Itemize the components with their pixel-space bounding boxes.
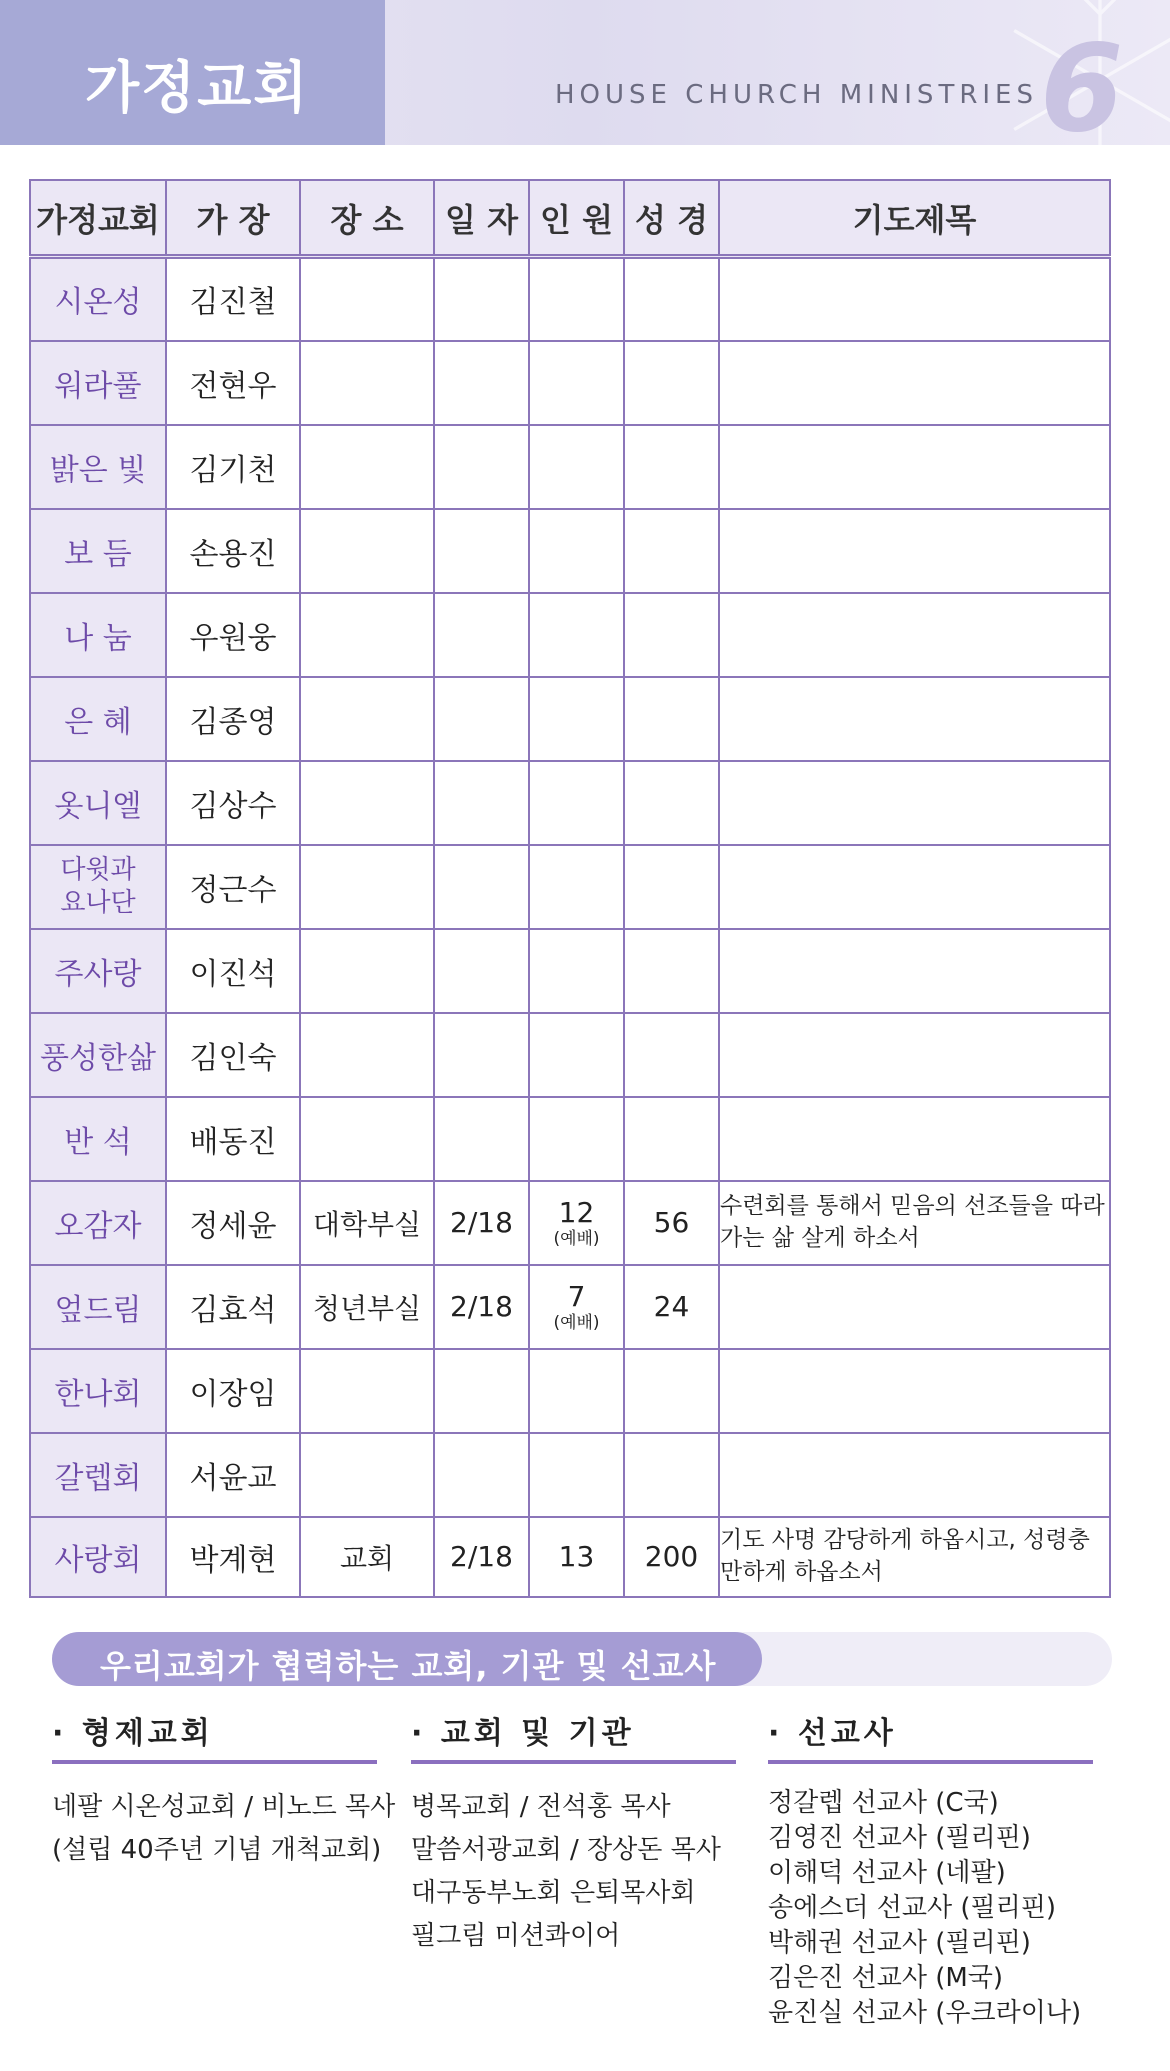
list-item: 말씀서광교회 / 장상돈 목사: [411, 1835, 721, 1865]
page-number: 6: [1040, 20, 1124, 145]
house-church-name-line: 다윗과: [60, 855, 136, 885]
prayer-cell: [719, 1265, 1110, 1349]
prayer-cell: [719, 509, 1110, 593]
leader-cell: 김상수: [166, 761, 300, 845]
header-date: 일 자: [434, 180, 529, 257]
date-cell: 2/18: [434, 1265, 529, 1349]
house-church-name-line: 은 혜: [64, 704, 132, 740]
attendance-count: 12: [558, 1195, 595, 1229]
house-church-name-line: 한나회: [54, 1376, 142, 1412]
list-item: 필그림 미션콰이어: [411, 1921, 621, 1951]
attendance-cell: [529, 929, 624, 1013]
list-item: 정갈렙 선교사 (C국): [768, 1788, 999, 1818]
list-item: 송에스더 선교사 (필리핀): [768, 1893, 1056, 1923]
house-church-name-line: 옷니엘: [54, 788, 142, 824]
prayer-cell: [719, 1097, 1110, 1181]
house-church-name-line: 워라풀: [54, 368, 142, 404]
page-header: [0, 0, 1170, 145]
attendance-cell: [529, 509, 624, 593]
table-row: [30, 845, 1110, 929]
leader-cell: 김효석: [166, 1265, 300, 1349]
attendance-cell: [529, 1349, 624, 1433]
place-cell: [300, 1433, 434, 1517]
place-cell: [300, 509, 434, 593]
date-cell: [434, 257, 529, 341]
prayer-cell: [719, 677, 1110, 761]
leader-cell: 김인숙: [166, 1013, 300, 1097]
table-row: [30, 929, 1110, 1013]
date-cell: 2/18: [434, 1181, 529, 1265]
list-item: 이해덕 선교사 (네팔): [768, 1858, 1006, 1888]
date-cell: [434, 593, 529, 677]
bible-cell: [624, 1097, 719, 1181]
house-church-name-line: 시온성: [54, 285, 142, 321]
house-church-name: [30, 1349, 166, 1433]
bible-cell: [624, 593, 719, 677]
house-church-name: [30, 1097, 166, 1181]
bible-cell: [624, 1433, 719, 1517]
prayer-cell: [719, 929, 1110, 1013]
bible-cell: [624, 509, 719, 593]
date-cell: [434, 677, 529, 761]
place-cell: [300, 845, 434, 929]
bible-cell: 24: [624, 1265, 719, 1349]
prayer-cell: 기도 사명 감당하게 하옵시고, 성령충만하게 하옵소서: [719, 1517, 1110, 1597]
banner-text: 우리교회가 협력하는 교회, 기관 및 선교사: [100, 1647, 717, 1685]
prayer-cell: [719, 593, 1110, 677]
institutions-title: · 교회 및 기관: [411, 1708, 736, 1764]
place-cell: [300, 761, 434, 845]
attendance-note: (예배): [553, 1312, 600, 1333]
bible-cell: [624, 761, 719, 845]
table-row: [30, 1433, 1110, 1517]
house-church-name: [30, 341, 166, 425]
attendance-note: (예배): [553, 1228, 600, 1249]
prayer-cell: [719, 845, 1110, 929]
bible-cell: [624, 1349, 719, 1433]
place-cell: [300, 1097, 434, 1181]
sister-church-section: [52, 1708, 396, 1872]
missionaries-list: [768, 1764, 1093, 2031]
missionaries-section: [768, 1708, 1093, 2031]
sister-church-list: [52, 1764, 396, 1872]
attendance-count: 7: [567, 1279, 586, 1313]
house-church-name: [30, 1181, 166, 1265]
bible-cell: [624, 845, 719, 929]
list-item: 박해권 선교사 (필리핀): [768, 1928, 1031, 1958]
house-church-name-line: 엎드림: [54, 1292, 142, 1328]
date-cell: 2/18: [434, 1517, 529, 1597]
leader-cell: 우원웅: [166, 593, 300, 677]
place-cell: [300, 257, 434, 341]
leader-cell: 이진석: [166, 929, 300, 1013]
leader-cell: 배동진: [166, 1097, 300, 1181]
table-row: [30, 1181, 1110, 1265]
house-church-name: [30, 845, 166, 929]
place-cell: [300, 677, 434, 761]
prayer-cell: [719, 341, 1110, 425]
leader-cell: 전현우: [166, 341, 300, 425]
bible-cell: [624, 677, 719, 761]
header-prayer: 기도제목: [719, 180, 1110, 257]
house-church-name-line: 나 눔: [64, 620, 132, 656]
table-row: [30, 1517, 1110, 1597]
attendance-cell: [529, 845, 624, 929]
house-church-name-line: 갈렙회: [54, 1460, 142, 1496]
attendance-cell: [529, 677, 624, 761]
attendance-cell: [529, 1013, 624, 1097]
place-cell: 대학부실: [300, 1181, 434, 1265]
attendance-cell: [529, 1181, 624, 1265]
date-cell: [434, 1349, 529, 1433]
leader-cell: 김진철: [166, 257, 300, 341]
place-cell: [300, 929, 434, 1013]
house-church-name: [30, 509, 166, 593]
house-church-name-line: 오감자: [54, 1208, 142, 1244]
prayer-cell: [719, 1013, 1110, 1097]
leader-cell: 김종영: [166, 677, 300, 761]
table-row: [30, 593, 1110, 677]
institutions-section: [411, 1708, 736, 1958]
place-cell: [300, 341, 434, 425]
table-row: [30, 1097, 1110, 1181]
date-cell: [434, 1013, 529, 1097]
bible-cell: 200: [624, 1517, 719, 1597]
list-item: 네팔 시온성교회 / 비노드 목사: [52, 1792, 396, 1822]
date-cell: [434, 425, 529, 509]
leader-cell: 정근수: [166, 845, 300, 929]
table-row: [30, 425, 1110, 509]
place-cell: [300, 1013, 434, 1097]
place-cell: [300, 1349, 434, 1433]
prayer-cell: [719, 257, 1110, 341]
leader-cell: 정세윤: [166, 1181, 300, 1265]
prayer-cell: 수련회를 통해서 믿음의 선조들을 따라 가는 삶 살게 하소서: [719, 1181, 1110, 1265]
table-row: [30, 257, 1110, 341]
list-item: (설립 40주년 기념 개척교회): [52, 1835, 382, 1865]
table-row: [30, 677, 1110, 761]
house-church-name: [30, 1013, 166, 1097]
house-church-name: [30, 257, 166, 341]
partners-banner: [52, 1632, 762, 1686]
attendance-cell: [529, 1097, 624, 1181]
place-cell: 교회: [300, 1517, 434, 1597]
table-header-row: [30, 180, 1110, 257]
prayer-cell: [719, 1433, 1110, 1517]
attendance-cell: [529, 1517, 624, 1597]
house-church-name: [30, 677, 166, 761]
house-church-name: [30, 593, 166, 677]
table-row: [30, 1265, 1110, 1349]
bible-cell: 56: [624, 1181, 719, 1265]
header-place: 장 소: [300, 180, 434, 257]
place-cell: 청년부실: [300, 1265, 434, 1349]
header-leader: 가 장: [166, 180, 300, 257]
attendance-cell: [529, 341, 624, 425]
house-church-name: [30, 1265, 166, 1349]
list-item: 김영진 선교사 (필리핀): [768, 1823, 1031, 1853]
list-item: 대구동부노회 은퇴목사회: [411, 1878, 696, 1908]
table-row: [30, 1013, 1110, 1097]
date-cell: [434, 761, 529, 845]
page-title: 가정교회: [85, 56, 310, 121]
table-row: [30, 761, 1110, 845]
prayer-cell: [719, 425, 1110, 509]
attendance-cell: [529, 257, 624, 341]
prayer-cell: [719, 1349, 1110, 1433]
attendance-cell: [529, 1265, 624, 1349]
house-church-name-line: 반 석: [64, 1124, 132, 1160]
date-cell: [434, 845, 529, 929]
house-church-name: [30, 929, 166, 1013]
attendance-cell: [529, 425, 624, 509]
house-church-name: [30, 1517, 166, 1597]
date-cell: [434, 1097, 529, 1181]
attendance-cell: [529, 761, 624, 845]
house-church-name-line: 밝은 빛: [49, 452, 147, 488]
list-item: 윤진실 선교사 (우크라이나): [768, 1998, 1082, 2028]
house-church-name-line: 요나단: [60, 887, 136, 918]
bible-cell: [624, 341, 719, 425]
leader-cell: 이장임: [166, 1349, 300, 1433]
sister-church-title: · 형제교회: [52, 1708, 377, 1764]
house-church-name: [30, 425, 166, 509]
leader-cell: 손용진: [166, 509, 300, 593]
title-box: [0, 0, 385, 145]
bible-cell: [624, 1013, 719, 1097]
leader-cell: 김기천: [166, 425, 300, 509]
header-bible: 성 경: [624, 180, 719, 257]
table-row: [30, 341, 1110, 425]
date-cell: [434, 929, 529, 1013]
header-house-church: 가정교회: [30, 180, 166, 257]
list-item: 김은진 선교사 (M국): [768, 1963, 1004, 1993]
leader-cell: 박계현: [166, 1517, 300, 1597]
leader-cell: 서윤교: [166, 1433, 300, 1517]
bible-cell: [624, 929, 719, 1013]
house-church-name-line: 사랑회: [54, 1542, 142, 1578]
house-church-name-line: 주사랑: [54, 956, 142, 992]
page-subtitle: HOUSE CHURCH MINISTRIES: [555, 80, 1038, 110]
place-cell: [300, 425, 434, 509]
prayer-cell: [719, 761, 1110, 845]
attendance-count: 13: [558, 1540, 595, 1573]
bible-cell: [624, 425, 719, 509]
house-church-table: [29, 179, 1111, 1598]
attendance-cell: [529, 593, 624, 677]
house-church-name: [30, 761, 166, 845]
house-church-name-line: 보 듬: [64, 536, 132, 572]
date-cell: [434, 1433, 529, 1517]
bible-cell: [624, 257, 719, 341]
header-attendance: 인 원: [529, 180, 624, 257]
date-cell: [434, 509, 529, 593]
house-church-name-line: 풍성한삶: [40, 1040, 156, 1076]
house-church-name: [30, 1433, 166, 1517]
missionaries-title: · 선교사: [768, 1708, 1093, 1764]
date-cell: [434, 341, 529, 425]
attendance-cell: [529, 1433, 624, 1517]
table-row: [30, 509, 1110, 593]
institutions-list: [411, 1764, 736, 1958]
list-item: 병목교회 / 전석홍 목사: [411, 1792, 671, 1822]
place-cell: [300, 593, 434, 677]
table-row: [30, 1349, 1110, 1433]
